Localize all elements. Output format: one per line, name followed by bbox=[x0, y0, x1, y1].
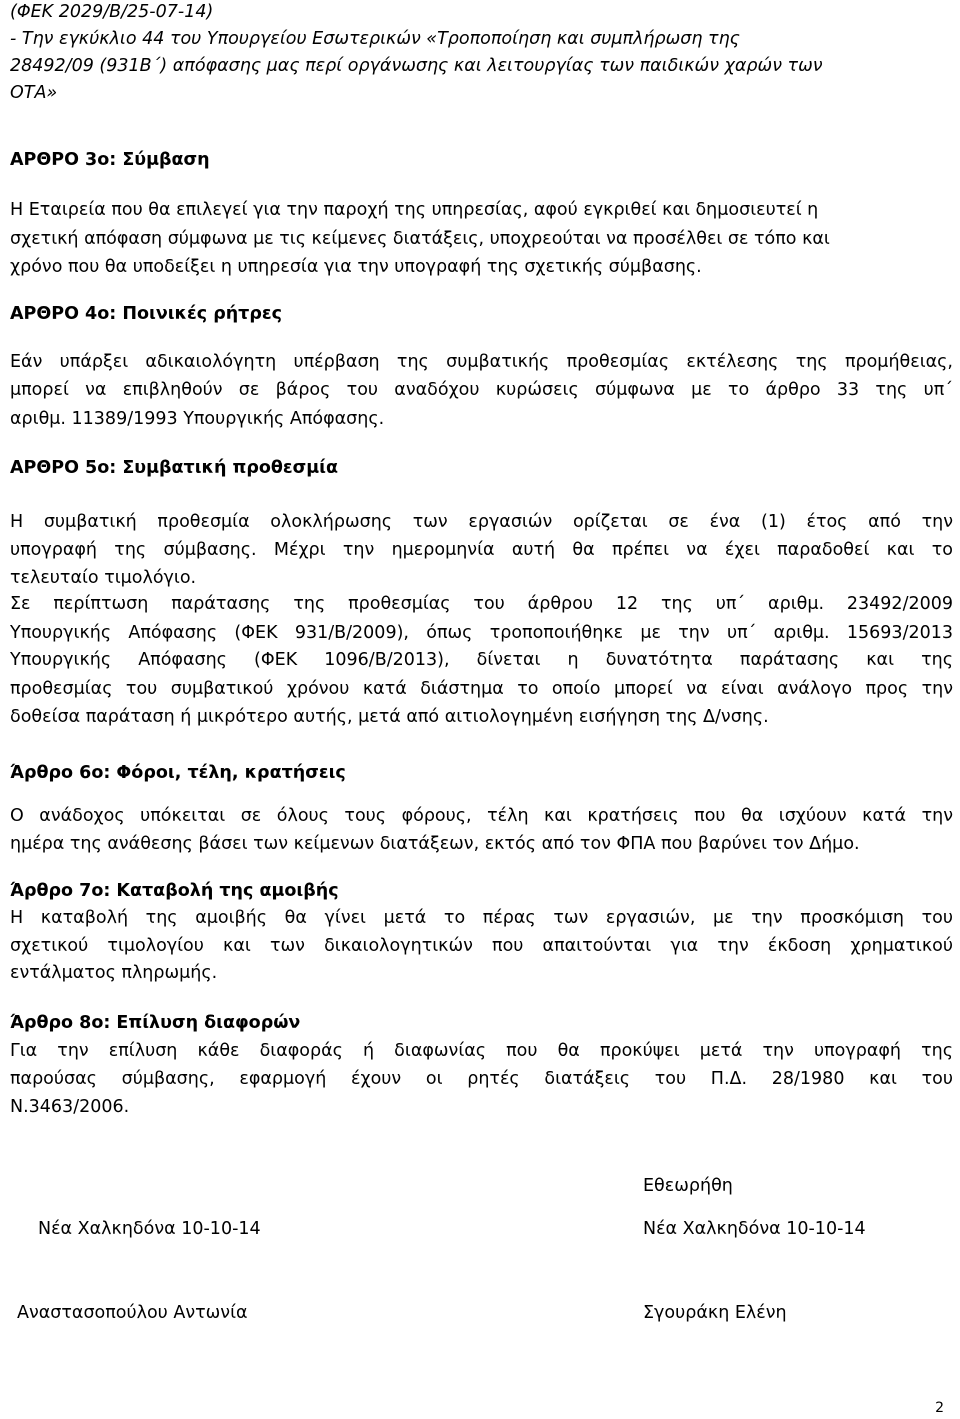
article-8-line: παρούσας σύμβασης, εφαρμογή έχουν οι ρητές διατάξεις του Π.Δ. 28/1980 και του bbox=[10, 1069, 953, 1089]
article-5-line: δοθείσα παράταση ή μικρότερο αυτής, μετά από αιτιολογημένη εισήγηση της Δ/νσης. bbox=[10, 707, 769, 727]
article-8-line: Για την επίλυση κάθε διαφοράς ή διαφωνίας που θα προκύψει μετά την υπογραφή της bbox=[10, 1041, 953, 1061]
article-3-title: ΑΡΘΡΟ 3ο: Σύμβαση bbox=[10, 150, 210, 170]
circular-line-2: 28492/09 (931Β΄) απόφασης μας περί οργάνωσης και λειτουργίας των παιδικών χαρών των bbox=[10, 56, 823, 76]
article-6-title: Άρθρο 6ο: Φόροι, τέλη, κρατήσεις bbox=[10, 763, 346, 783]
article-4-line: αριθμ. 11389/1993 Υπουργικής Απόφασης. bbox=[10, 409, 385, 429]
article-7-line: σχετικού τιμολογίου και των δικαιολογητικών που απαιτούνται για την έκδοση χρηματικού bbox=[10, 936, 953, 956]
article-7-line: Η καταβολή της αμοιβής θα γίνει μετά το πέρας των εργασιών, με την προσκόμιση του bbox=[10, 908, 953, 928]
article-5-line: τελευταίο τιμολόγιο. bbox=[10, 568, 197, 588]
page-number: 2 bbox=[935, 1400, 944, 1416]
right-place-date: Νέα Χαλκηδόνα 10-10-14 bbox=[643, 1219, 866, 1239]
article-6-line: Ο ανάδοχος υπόκειται σε όλους τους φόρους, τέλη και κρατήσεις που θα ισχύουν κατά την bbox=[10, 806, 953, 826]
article-7-line: εντάλματος πληρωμής. bbox=[10, 963, 218, 983]
article-5-line: Υπουργικής Απόφασης (ΦΕΚ 1096/Β/2013), δίνεται η δυνατότητα παράτασης και της bbox=[10, 650, 953, 670]
left-signatory: Αναστασοπούλου Αντωνία bbox=[17, 1303, 248, 1323]
article-3-line: χρόνο που θα υποδείξει η υπηρεσία για την υπογραφή της σχετικής σύμβασης. bbox=[10, 257, 702, 277]
article-4-line: Εάν υπάρξει αδικαιολόγητη υπέρβαση της συμβατικής προθεσμίας εκτέλεσης της προμήθειας, bbox=[10, 352, 953, 372]
article-8-title: Άρθρο 8ο: Επίλυση διαφορών bbox=[10, 1013, 301, 1033]
circular-line-1: - Την εγκύκλιο 44 του Υπουργείου Εσωτερικών «Τροποποίηση και συμπλήρωση της bbox=[10, 29, 740, 49]
article-5-line: Η συμβατική προθεσμία ολοκλήρωσης των εργασιών ορίζεται σε ένα (1) έτος από την bbox=[10, 512, 953, 532]
article-5-line: Υπουργικής Απόφασης (ΦΕΚ 931/Β/2009), όπως τροποποιήθηκε με την υπ΄ αριθμ. 15693/2013 bbox=[10, 623, 953, 643]
article-8-line: Ν.3463/2006. bbox=[10, 1097, 130, 1117]
article-4-title: ΑΡΘΡΟ 4ο: Ποινικές ρήτρες bbox=[10, 304, 282, 324]
article-3-line: Η Εταιρεία που θα επιλεγεί για την παροχή της υπηρεσίας, αφού εγκριθεί και δημοσιευτεί η bbox=[10, 200, 819, 220]
article-5-line: υπογραφή της σύμβασης. Μέχρι την ημερομηνία αυτή θα πρέπει να έχει παραδοθεί και το bbox=[10, 540, 953, 560]
article-5-line: Σε περίπτωση παράτασης της προθεσμίας του άρθρου 12 της υπ΄ αριθμ. 23492/2009 bbox=[10, 594, 953, 614]
article-3-line: σχετική απόφαση σύμφωνα με τις κείμενες διατάξεις, υποχρεούται να προσέλθει σε τόπο και bbox=[10, 229, 830, 249]
circular-line-3: ΟΤΑ» bbox=[10, 83, 58, 103]
article-5-title: ΑΡΘΡΟ 5ο: Συμβατική προθεσμία bbox=[10, 458, 339, 478]
right-signatory: Σγουράκη Ελένη bbox=[643, 1303, 787, 1323]
article-7-title: Άρθρο 7ο: Καταβολή της αμοιβής bbox=[10, 881, 339, 901]
article-4-line: μπορεί να επιβληθούν σε βάρος του αναδόχου κυρώσεις σύμφωνα με το άρθρο 33 της υπ΄ bbox=[10, 380, 953, 400]
article-6-line: ημέρα της ανάθεσης βάσει των κείμενων διατάξεων, εκτός από τον ΦΠΑ που βαρύνει τον Δήμο. bbox=[10, 834, 860, 854]
article-5-line: προθεσμίας του συμβατικού χρόνου κατά διάστημα το οποίο μπορεί να είναι ανάλογο προς την bbox=[10, 679, 953, 699]
endorsement-label: Εθεωρήθη bbox=[643, 1176, 733, 1196]
reference-line: (ΦΕΚ 2029/Β/25-07-14) bbox=[10, 2, 214, 22]
left-place-date: Νέα Χαλκηδόνα 10-10-14 bbox=[38, 1219, 261, 1239]
